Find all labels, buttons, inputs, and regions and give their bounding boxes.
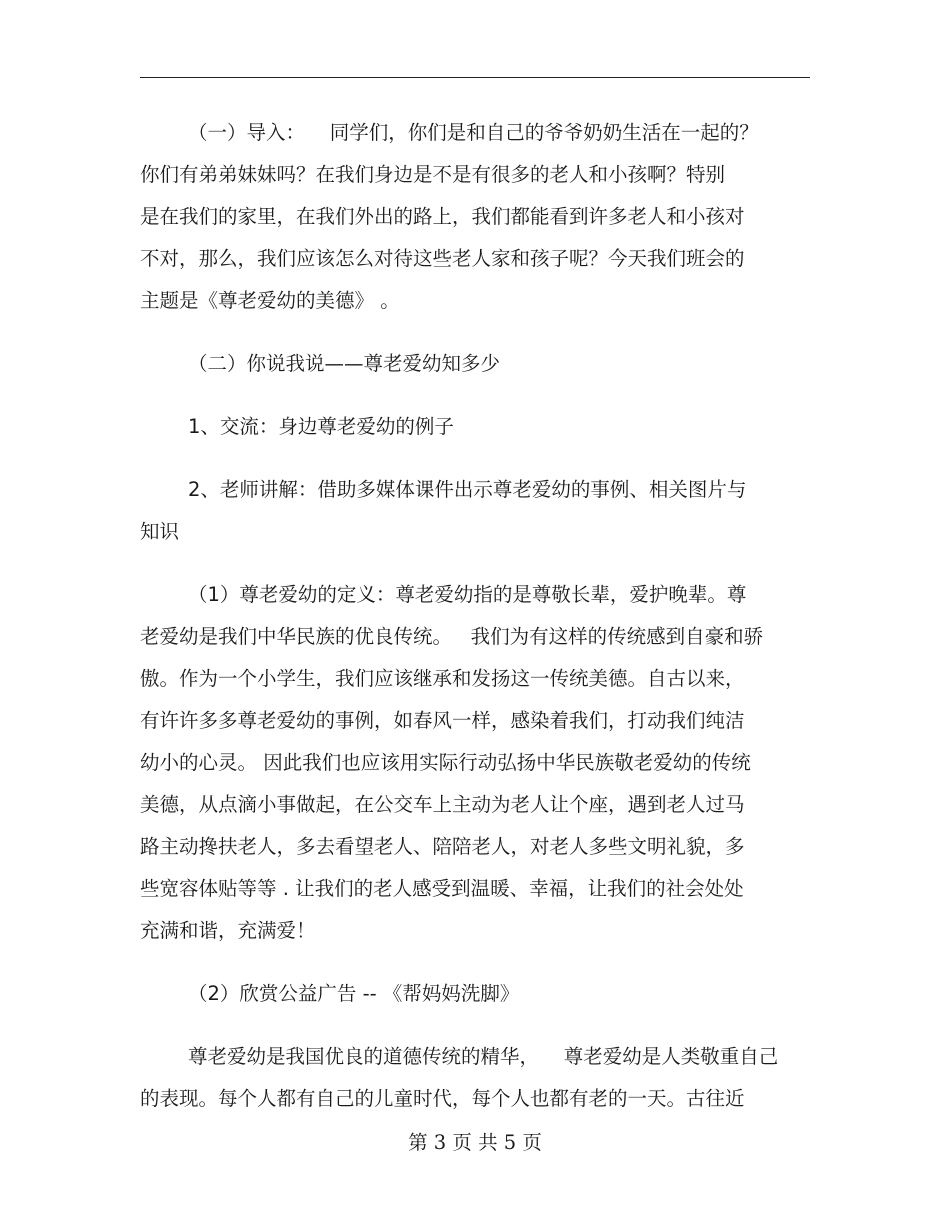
text-line: 路主动搀扶老人，多去看望老人、陪陪老人，对老人多些文明礼貌，多 bbox=[140, 835, 745, 858]
paragraph-gap bbox=[140, 553, 800, 574]
section-two-heading bbox=[140, 343, 800, 385]
text-line: 不对，那么，我们应该怎么对待这些老人家和孩子呢？今天我们班会的 bbox=[140, 247, 745, 270]
text-line: 尊老爱幼是我国优良的道德传统的精华， 尊老爱幼是人类敬重自己 bbox=[188, 1045, 779, 1068]
item-1-paragraph bbox=[140, 406, 800, 448]
closing-paragraph bbox=[140, 1036, 800, 1120]
text-line: （二）你说我说——尊老爱幼知多少 bbox=[188, 352, 501, 375]
text-line: 主题是《尊老爱幼的美德》 。 bbox=[140, 289, 400, 312]
header-rule bbox=[140, 77, 810, 78]
text-line: 充满和谐，充满爱！ bbox=[140, 919, 316, 942]
definition-paragraph bbox=[140, 574, 800, 952]
paragraph-gap bbox=[140, 322, 800, 343]
text-line: 是在我们的家里，在我们外出的路上，我们都能看到许多老人和小孩对 bbox=[140, 205, 745, 228]
text-line: 你们有弟弟妹妹吗？在我们身边是不是有很多的老人和小孩啊？特别 bbox=[140, 163, 726, 186]
page-number-footer: 第 3 页 共 5 页 bbox=[408, 1131, 542, 1154]
item-2-paragraph bbox=[140, 469, 800, 553]
text-line: 知识 bbox=[140, 520, 180, 543]
document-body bbox=[140, 112, 800, 1120]
text-line: （1）尊老爱幼的定义：尊老爱幼指的是尊敬长辈，爱护晚辈。尊 bbox=[188, 583, 747, 606]
text-line: 傲。作为一个小学生，我们应该继承和发扬这一传统美德。自古以来， bbox=[140, 667, 745, 690]
paragraph-gap bbox=[140, 952, 800, 973]
text-line: （一）导入： 同学们，你们是和自己的爷爷奶奶生活在一起的？ bbox=[188, 121, 759, 144]
paragraph-gap bbox=[140, 385, 800, 406]
text-line: 老爱幼是我们中华民族的优良传统。 我们为有这样的传统感到自豪和骄 bbox=[140, 625, 764, 648]
text-line: （2）欣赏公益广告 -- 《帮妈妈洗脚》 bbox=[188, 982, 520, 1005]
text-line: 有许许多多尊老爱幼的事例，如春风一样，感染着我们，打动我们纯洁 bbox=[140, 709, 745, 732]
text-line: 美德，从点滴小事做起，在公交车上主动为老人让个座，遇到老人过马 bbox=[140, 793, 745, 816]
paragraph-gap bbox=[140, 448, 800, 469]
intro-paragraph bbox=[140, 112, 800, 322]
text-line: 幼小的心灵。 因此我们也应该用实际行动弘扬中华民族敬老爱幼的传统 bbox=[140, 751, 751, 774]
text-line: 的表现。每个人都有自己的儿童时代，每个人也都有老的一天。古往近 bbox=[140, 1087, 745, 1110]
text-line: 些宽容体贴等等 . 让我们的老人感受到温暖、幸福，让我们的社会处处 bbox=[140, 877, 744, 900]
paragraph-gap bbox=[140, 1015, 800, 1036]
text-line: 1、交流：身边尊老爱幼的例子 bbox=[188, 415, 454, 438]
text-line: 2、老师讲解：借助多媒体课件出示尊老爱幼的事例、相关图片与 bbox=[188, 478, 747, 501]
psa-paragraph bbox=[140, 973, 800, 1015]
